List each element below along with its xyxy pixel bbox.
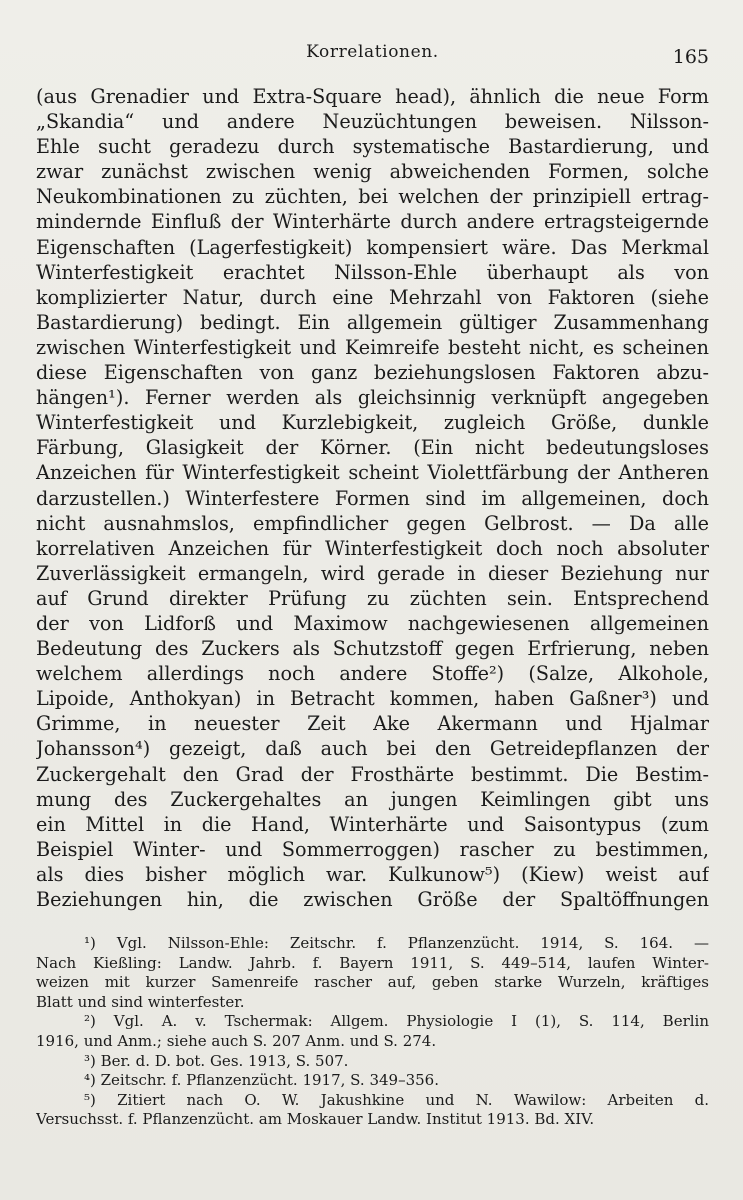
footnote-line: Nach Kießling: Landw. Jahrb. f. Bayern 1911, S. 449–514, laufen Winter- [36,953,709,972]
running-head: Korrelationen. [306,42,439,62]
body-line: darzustellen.) Winterfestere Formen sind im allgemeinen, doch [36,486,709,510]
footnote-line: 1916, und Anm.; siehe auch S. 207 Anm. und S. 274. [36,1032,437,1051]
footnote-line: ⁴) Zeitschr. f. Pflanzenzücht. 1917, S. 349–356. [84,1071,439,1090]
body-line: mindernde Einfluß der Winterhärte durch andere ertragsteigernde [36,210,709,234]
body-line: Beispiel Winter- und Sommerroggen) rascher zu bestimmen, [36,837,709,861]
body-line: mung des Zuckergehaltes an jungen Keimlingen gibt uns [36,787,709,811]
body-line: der von Lidforß und Maximow nachgewiesenen allgemeinen [36,611,709,635]
body-line: Neukombinationen zu züchten, bei welchen der prinzipiell ertrag- [36,185,709,209]
body-line: Bedeutung des Zuckers als Schutzstoff gegen Erfrierung, neben [36,637,709,661]
footnote-line: ⁵) Zitiert nach O. W. Jakushkine und N. Wawilow: Arbeiten d. [84,1090,709,1109]
footnote-line: Blatt und sind winterfester. [36,992,245,1011]
body-line: Winterfestigkeit erachtet Nilsson-Ehle überhaupt als von [36,260,709,284]
body-line: zwischen Winterfestigkeit und Keimreife besteht nicht, es scheinen [36,335,709,359]
body-text [36,84,709,912]
body-line: komplizierter Natur, durch eine Mehrzahl von Faktoren (siehe [36,285,709,309]
body-line: Zuverlässigkeit ermangeln, wird gerade in dieser Beziehung nur [36,561,709,585]
body-line: Ehle sucht geradezu durch systematische Bastardierung, und [36,135,709,159]
body-line: zwar zunächst zwischen wenig abweichenden Formen, solche [36,160,709,184]
body-line: Beziehungen hin, die zwischen Größe der Spaltöffnungen [36,888,709,911]
body-line: (aus Grenadier und Extra-Square head), ähnlich die neue Form [36,85,709,108]
body-line: „Skandia“ und andere Neuzüchtungen beweisen. Nilsson- [36,110,709,134]
body-line: auf Grund direkter Prüfung zu züchten sein. Entsprechend [36,586,709,610]
page-header [36,0,709,84]
body-line: Färbung, Glasigkeit der Körner. (Ein nicht bedeutungsloses [36,436,709,460]
body-line: korrelativen Anzeichen für Winterfestigkeit doch noch absoluter [36,536,709,560]
footnote-line: Versuchsst. f. Pflanzenzücht. am Moskauer Landw. Institut 1913. Bd. XIV. [36,1110,595,1129]
footnote-line: weizen mit kurzer Samenreife rascher auf, geben starke Wurzeln, kräftiges [36,973,709,992]
body-line: Lipoide, Anthokyan) in Betracht kommen, haben Gaßner³) und [36,687,709,711]
body-line: Eigenschaften (Lagerfestigkeit) kompensiert wäre. Das Merkmal [36,235,709,259]
body-line: diese Eigenschaften von ganz beziehungslosen Faktoren abzu- [36,361,709,385]
body-line: ein Mittel in die Hand, Winterhärte und Saisontypus (zum [36,812,709,836]
body-line: Johansson⁴) gezeigt, daß auch bei den Getreidepflanzen der [36,737,709,761]
body-line: hängen¹). Ferner werden als gleichsinnig verknüpft angegeben [36,386,709,410]
footnotes [36,934,709,1130]
page-number: 165 [672,46,709,68]
body-line: Bastardierung) bedingt. Ein allgemein gültiger Zusammenhang [36,310,709,334]
footnote-line: ³) Ber. d. D. bot. Ges. 1913, S. 507. [84,1051,349,1070]
body-line: Zuckergehalt den Grad der Frosthärte bestimmt. Die Bestim- [36,762,709,786]
body-line: nicht ausnahmslos, empfindlicher gegen Gelbrost. — Da alle [36,511,709,535]
body-line: welchem allerdings noch andere Stoffe²) (Salze, Alkohole, [36,662,709,686]
footnote-line: ¹) Vgl. Nilsson-Ehle: Zeitschr. f. Pflanzenzücht. 1914, S. 164. — [84,934,709,953]
body-line: Winterfestigkeit und Kurzlebigkeit, zugleich Größe, dunkle [36,411,709,435]
body-line: Anzeichen für Winterfestigkeit scheint Violettfärbung der Antheren [36,461,709,485]
body-line: als dies bisher möglich war. Kulkunow⁵) (Kiew) weist auf [36,862,709,886]
footnote-line: ²) Vgl. A. v. Tschermak: Allgem. Physiologie I (1), S. 114, Berlin [84,1012,709,1031]
body-line: Grimme, in neuester Zeit Ake Akermann und Hjalmar [36,712,709,736]
